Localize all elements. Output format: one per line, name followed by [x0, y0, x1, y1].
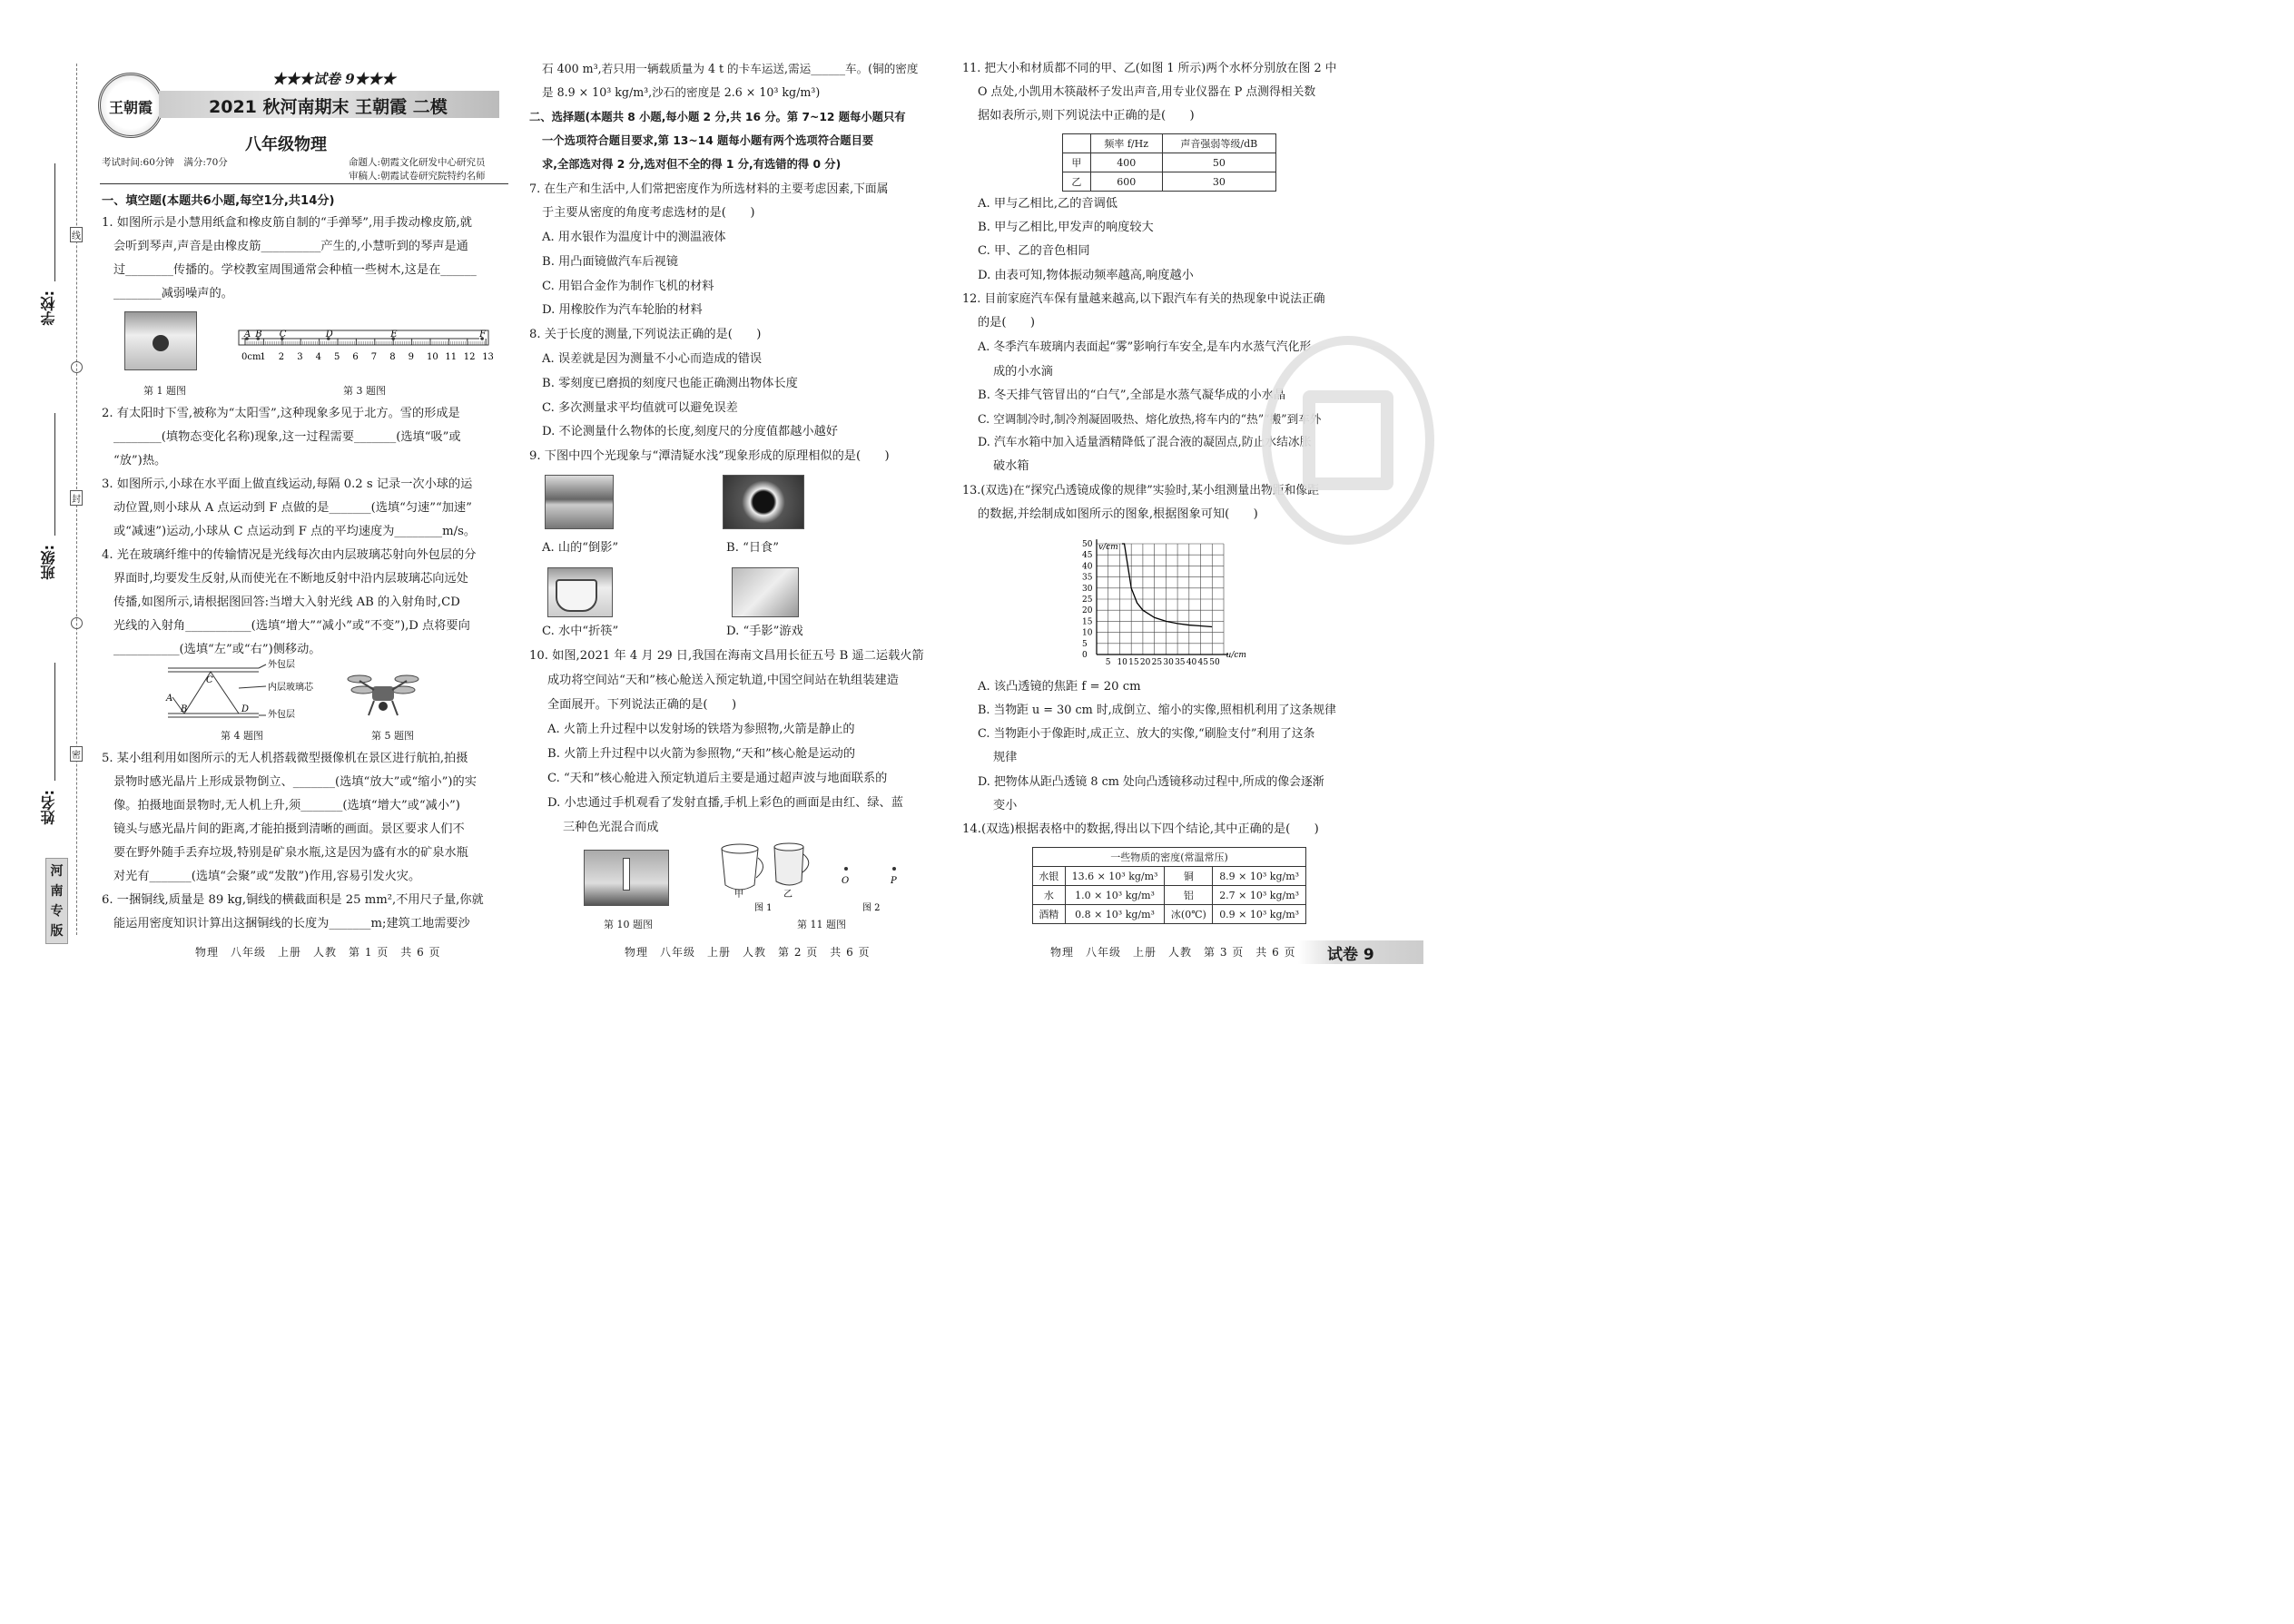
fig1-label: 图 1: [754, 903, 773, 913]
y-tick-label: 20: [1082, 606, 1093, 616]
core-label: 内层玻璃芯: [268, 683, 313, 693]
svg-text:C: C: [206, 675, 213, 685]
q8-option: D. 不论测量什么物体的长度,刻度尺的分度值都越小越好: [542, 425, 838, 438]
lens-image-distance-chart: [1062, 531, 1244, 667]
q6-line: 能运用密度知识计算出这捆铜线的长度为_______m;建筑工地需要沙: [113, 917, 470, 930]
table-row: 乙 600 30: [1063, 172, 1276, 192]
ruler-letter: D: [325, 330, 333, 340]
q7-option: D. 用橡胶作为汽车轮胎的材料: [542, 303, 703, 317]
table-row: 水 1.0 × 10³ kg/m³ 铝 2.7 × 10³ kg/m³: [1033, 886, 1306, 905]
q4-line: ___________(选填“左”或“右”)侧移动。: [113, 643, 321, 656]
q13-option: D. 把物体从距凸透镜 8 cm 处向凸透镜移动过程中,所成的像会逐渐: [978, 775, 1324, 789]
q12-line: 12. 目前家庭汽车保有量越来越高,以下跟汽车有关的热现象中说法正确: [962, 292, 1325, 306]
outer-layer-bottom-label: 外包层: [268, 710, 295, 720]
ruler-number: 11: [445, 352, 458, 362]
q12-option: A. 冬季汽车玻璃内表面起“雾”影响行车安全,是车内水蒸气汽化形: [978, 340, 1312, 354]
exam-title: 2021 秋河南期末 王朝霞 二模: [209, 97, 448, 117]
y-tick-label: 25: [1082, 595, 1093, 605]
circle-mark: [71, 617, 83, 629]
ruler-letter: C: [279, 330, 287, 340]
q11-line: 据如表所示,则下列说法中正确的是( ): [978, 109, 1195, 123]
rocket-launch-photo: [584, 850, 669, 906]
q3-line: 或“减速”)运动,小球从 C 点运动到 F 点的平均速度为________m/s。: [113, 525, 477, 538]
q9-option-c: C. 水中“折筷”: [542, 625, 619, 638]
circle-mark: [71, 361, 83, 373]
name-label: 姓名:: [40, 790, 57, 825]
footer-page1: 物理 八年级 上册 人教 第 1 页 共 6 页: [195, 946, 441, 959]
q12-line: 的是( ): [978, 316, 1036, 330]
subject-title: 八年级物理: [245, 135, 327, 154]
ruler-letter: F: [479, 330, 487, 340]
q12-option: 破水箱: [993, 459, 1029, 473]
ruler-number: 9: [408, 352, 414, 362]
footer-page2: 物理 八年级 上册 人教 第 2 页 共 6 页: [625, 946, 871, 959]
x-axis-label: u/cm: [1226, 651, 1246, 660]
q11-table: 频率 f/Hz 声音强弱等级/dB 甲 400 50 乙 600 30: [1062, 133, 1276, 192]
ruler-number: 12: [463, 352, 476, 362]
logo-seal: 王朝霞: [98, 73, 163, 138]
ruler-figure: [234, 322, 497, 363]
ruler-number: 2: [278, 352, 285, 362]
fig10-caption: 第 10 题图: [604, 919, 653, 930]
svg-text:B: B: [181, 704, 188, 714]
q11-line: 11. 把大小和材质都不同的甲、乙(如图 1 所示)两个水杯分别放在图 2 中: [962, 62, 1337, 75]
q5-line: 镜头与感光晶片间的距离,才能拍摄到清晰的画面。景区要求人们不: [113, 822, 465, 836]
ruler-letter: B: [255, 330, 262, 340]
ruler-number: 10: [427, 352, 438, 362]
section2-heading: 二、选择题(本题共 8 小题,每小题 2 分,共 16 分。第 7~12 题每小题只有: [529, 111, 906, 123]
y-tick-label: 15: [1082, 617, 1093, 627]
hand-shadow-photo: [732, 567, 799, 617]
y-tick-label: 45: [1082, 551, 1093, 561]
q9-line: 9. 下图中四个光现象与“潭清疑水浅”现象形成的原理相似的是( ): [529, 449, 890, 463]
ruler-number: 8: [389, 352, 396, 362]
q10-line: 10. 如图,2021 年 4 月 29 日,我国在海南文昌用长征五号 B 遥二运载火箭: [529, 649, 924, 663]
q13-line: 13.(双选)在“探究凸透镜成像的规律”实验时,某小组测量出物距和像距: [962, 484, 1320, 497]
q1-line: ________减弱噪声的。: [113, 287, 233, 300]
point-o-label: O: [842, 876, 850, 886]
y-tick-label: 10: [1082, 628, 1093, 638]
cups-figure: [713, 840, 912, 917]
series-line: [1122, 544, 1212, 627]
drone-figure: [347, 670, 419, 720]
x-tick-label: 10: [1117, 658, 1127, 667]
q5-line: 要在野外随手丢弃垃圾,特别是矿泉水瓶,这是因为盛有水的矿泉水瓶: [113, 846, 468, 860]
outer-layer-top-label: 外包层: [268, 660, 295, 670]
q8-option: C. 多次测量求平均值就可以避免误差: [542, 401, 738, 415]
x-tick-label: 25: [1151, 658, 1163, 667]
q7-option: A. 用水银作为温度计中的测温液体: [542, 231, 726, 244]
fig4-caption: 第 4 题图: [221, 730, 263, 742]
binding-strip: [0, 0, 91, 1007]
bent-chopstick-photo: [547, 567, 613, 617]
x-tick-label: 30: [1163, 658, 1174, 667]
ruler-number: 1: [260, 352, 266, 362]
paper-box-guitar-photo: [124, 311, 197, 370]
fig11-caption: 第 11 题图: [797, 919, 846, 930]
footer-page3: 物理 八年级 上册 人教 第 3 页 共 6 页: [1050, 946, 1296, 959]
q9-option-d: D. “手影”游戏: [726, 625, 803, 638]
q10-line: 成功将空间站“天和”核心舱送入预定轨道,中国空间站在轨组装建造: [547, 674, 899, 687]
q9-option-b: B. “日食”: [726, 541, 779, 555]
edition-tag: 河 南 专 版: [45, 858, 68, 944]
q7-option: C. 用铝合金作为制作飞机的材料: [542, 280, 714, 293]
q5-line: 对光有_______(选填“会聚”或“发散”)作用,容易引发火灾。: [113, 870, 421, 883]
q1-line: 过________传播的。学校教室周围通常会种植一些树木,这是在______: [113, 263, 477, 277]
mark-mi: 密: [70, 746, 83, 762]
q8-line: 8. 关于长度的测量,下列说法正确的是( ): [529, 328, 762, 341]
q5-line: 像。拍摄地面景物时,无人机上升,须_______(选填“增大”或“减小”): [113, 799, 460, 812]
author-1: 命题人:朝霞文化研发中心研究员: [349, 157, 486, 168]
section2-heading: 求,全部选对得 2 分,选对但不全的得 1 分,有选错的得 0 分): [542, 158, 842, 171]
q6-cont-line: 是 8.9 × 10³ kg/m³,沙石的密度是 2.6 × 10³ kg/m³): [542, 85, 821, 99]
q12-option: D. 汽车水箱中加入适量酒精降低了混合液的凝固点,防止水结冰胀: [978, 436, 1312, 449]
q3-line: 3. 如图所示,小球在水平面上做直线运动,每隔 0.2 s 记录一次小球的运: [102, 477, 473, 491]
q13-option: A. 该凸透镜的焦距 f = 20 cm: [978, 680, 1141, 694]
ruler-number: 6: [352, 352, 359, 362]
q11-option: B. 甲与乙相比,甲发声的响度较大: [978, 221, 1154, 234]
q10-option: D. 小忠通过手机观看了发射直播,手机上彩色的画面是由红、绿、蓝: [547, 796, 903, 810]
author-2: 审稿人:朝霞试卷研究院特约名师: [349, 171, 486, 182]
q2-line: “放”)热。: [113, 454, 167, 468]
y-tick-label: 35: [1082, 573, 1093, 583]
y-axis-label: v/cm: [1098, 543, 1118, 552]
q11-line: O 点处,小凯用木筷敲杯子发出声音,用专业仪器在 P 点测得相关数: [978, 85, 1316, 99]
footer-tag: 试卷 9: [1327, 946, 1374, 964]
ruler-number: 13: [482, 352, 494, 362]
fig5-caption: 第 5 题图: [371, 730, 414, 742]
fig2-label: 图 2: [862, 903, 881, 913]
y-tick-label: 30: [1082, 584, 1093, 594]
ruler-number: 5: [334, 352, 340, 362]
q5-line: 5. 某小组利用如图所示的无人机搭载微型摄像机在景区进行航拍,拍摄: [102, 752, 468, 765]
q13-line: 的数据,并绘制成如图所示的图象,根据图象可知( ): [978, 507, 1258, 521]
x-tick-label: 20: [1139, 658, 1151, 667]
q2-line: ________(填物态变化名称)现象,这一过程需要_______(选填“吸”或: [113, 430, 461, 444]
q4-line: 传播,如图所示,请根据图回答:当增大入射光线 AB 的入射角时,CD: [113, 595, 460, 609]
ruler-number: 4: [315, 352, 321, 362]
y-tick-label: 40: [1082, 562, 1093, 572]
q11-option: C. 甲、乙的音色相同: [978, 244, 1090, 258]
q1-line: 会听到琴声,声音是由橡皮筋__________产生的,小慧听到的琴声是通: [113, 240, 468, 253]
ruler-letter: E: [390, 330, 398, 340]
ruler-number: 3: [297, 352, 303, 362]
solar-eclipse-photo: [723, 475, 804, 529]
q13-option: 规律: [993, 751, 1018, 764]
q12-option: B. 冬天排气管冒出的“白气”,全部是水蒸气凝华成的小水晶: [978, 389, 1286, 402]
ruler-number: 7: [370, 352, 378, 362]
fiber-optic-diagram: [159, 661, 322, 724]
q10-option: C. “天和”核心舱进入预定轨道后主要是通过超声波与地面联系的: [547, 772, 888, 785]
paper-number: ★★★试卷 9★★★: [272, 71, 396, 87]
point-p-label: P: [891, 876, 897, 886]
y-tick-label: 0: [1082, 651, 1088, 660]
density-table: 一些物质的密度(常温常压) 水银 13.6 × 10³ kg/m³ 铜 8.9 × 10³ kg/m³ 水 1.0 × 10³ kg/m³ 铝 2.7 × 10³ kg/m³ 酒精 0.8 × 10³ kg/m³ 冰(0℃) 0.9 × 10³ kg/m³: [1032, 847, 1306, 924]
x-tick-label: 15: [1128, 658, 1139, 667]
q10-option: B. 火箭上升过程中以火箭为参照物,“天和”核心舱是运动的: [547, 747, 856, 761]
q13-option: B. 当物距 u = 30 cm 时,成倒立、缩小的实像,照相机利用了这条规律: [978, 704, 1336, 717]
table-row: 酒精 0.8 × 10³ kg/m³ 冰(0℃) 0.9 × 10³ kg/m³: [1033, 905, 1306, 924]
q13-option: C. 当物距小于像距时,成正立、放大的实像,“刷脸支付”利用了这条: [978, 727, 1315, 741]
mark-feng: 封: [70, 490, 83, 506]
section2-heading: 一个选项符合题目要求,第 13~14 题每小题有两个选项符合题目要: [542, 134, 874, 147]
q12-option: 成的小水滴: [993, 365, 1053, 379]
q14-line: 14.(双选)根据表格中的数据,得出以下四个结论,其中正确的是( ): [962, 822, 1319, 836]
q8-option: A. 误差就是因为测量不小心而造成的错误: [542, 352, 763, 366]
q7-line: 7. 在生产和生活中,人们常把密度作为所选材料的主要考虑因素,下面属: [529, 182, 889, 196]
q7-option: B. 用凸面镜做汽车后视镜: [542, 255, 678, 269]
q4-line: 光线的入射角___________(选填“增大”“减小”或“不变”),D 点将要向: [113, 619, 470, 633]
q10-line: 全面展开。下列说法正确的是( ): [547, 698, 737, 712]
svg-text:D: D: [241, 704, 250, 714]
q6-line: 6. 一捆铜线,质量是 89 kg,铜线的横截面积是 25 mm²,不用尺子量,你就: [102, 893, 484, 907]
y-tick-label: 50: [1082, 540, 1093, 549]
q4-line: 4. 光在玻璃纤维中的传输情况是光线每次由内层玻璃芯射向外包层的分: [102, 548, 477, 562]
cup-yi-label: 乙: [783, 890, 793, 900]
section1-heading: 一、填空题(本题共6小题,每空1分,共14分): [102, 194, 335, 208]
class-label: 班级:: [40, 545, 57, 580]
q11-option: D. 由表可知,物体振动频率越高,响度越小: [978, 269, 1194, 282]
q1-line: 1. 如图所示是小慧用纸盒和橡皮筋自制的“手弹琴”,用手拨动橡皮筋,就: [102, 216, 472, 230]
svg-text:A: A: [166, 694, 173, 704]
q10-option: 三种色光混合而成: [563, 821, 659, 834]
x-tick-label: 5: [1105, 658, 1111, 667]
cup-jia-label: 甲: [734, 890, 743, 900]
x-tick-label: 45: [1197, 658, 1208, 667]
mountain-reflection-photo: [545, 475, 614, 529]
table-row: 水银 13.6 × 10³ kg/m³ 铜 8.9 × 10³ kg/m³: [1033, 867, 1306, 886]
ruler-letter: A: [244, 330, 251, 340]
q3-line: 动位置,则小球从 A 点运动到 F 点做的是_______(选填“匀速”“加速”: [113, 501, 472, 515]
table-row: 甲 400 50: [1063, 153, 1276, 172]
q13-option: 变小: [993, 799, 1018, 812]
q10-option: A. 火箭上升过程中以发射场的铁塔为参照物,火箭是静止的: [547, 723, 855, 736]
ruler-number: 0cm: [241, 352, 261, 362]
q7-line: 于主要从密度的角度考虑选材的是( ): [542, 206, 755, 220]
x-tick-label: 35: [1175, 658, 1186, 667]
y-tick-label: 5: [1082, 639, 1088, 649]
x-tick-label: 40: [1186, 658, 1197, 667]
fig3-caption: 第 3 题图: [343, 385, 386, 397]
q5-line: 景物时感光晶片上形成景物倒立、_______(选填“放大”或“缩小”)的实: [113, 775, 477, 789]
confidential-seal-watermark: [1262, 336, 1434, 545]
q4-line: 界面时,均要发生反射,从而使光在不断地反射中沿内层玻璃芯向远处: [113, 572, 468, 586]
x-tick-label: 50: [1209, 658, 1220, 667]
q8-option: B. 零刻度已磨损的刻度尺也能正确测出物体长度: [542, 377, 798, 390]
fig1-caption: 第 1 题图: [143, 385, 186, 397]
q6-cont-line: 石 400 m³,若只用一辆载质量为 4 t 的卡车运送,需运______车。(铜的密度: [542, 62, 919, 75]
time-score: 考试时间:60分钟 满分:70分: [102, 157, 228, 168]
q2-line: 2. 有太阳时下雪,被称为“太阳雪”,这种现象多见于北方。雪的形成是: [102, 407, 460, 420]
q11-option: A. 甲与乙相比,乙的音调低: [978, 197, 1117, 211]
q9-option-a: A. 山的“倒影”: [542, 541, 619, 555]
q12-option: C. 空调制冷时,制冷剂凝固吸热、熔化放热,将车内的“热”“搬”到车外: [978, 412, 1322, 426]
mark-xian: 线: [70, 227, 83, 242]
school-label: 学校:: [40, 290, 57, 326]
